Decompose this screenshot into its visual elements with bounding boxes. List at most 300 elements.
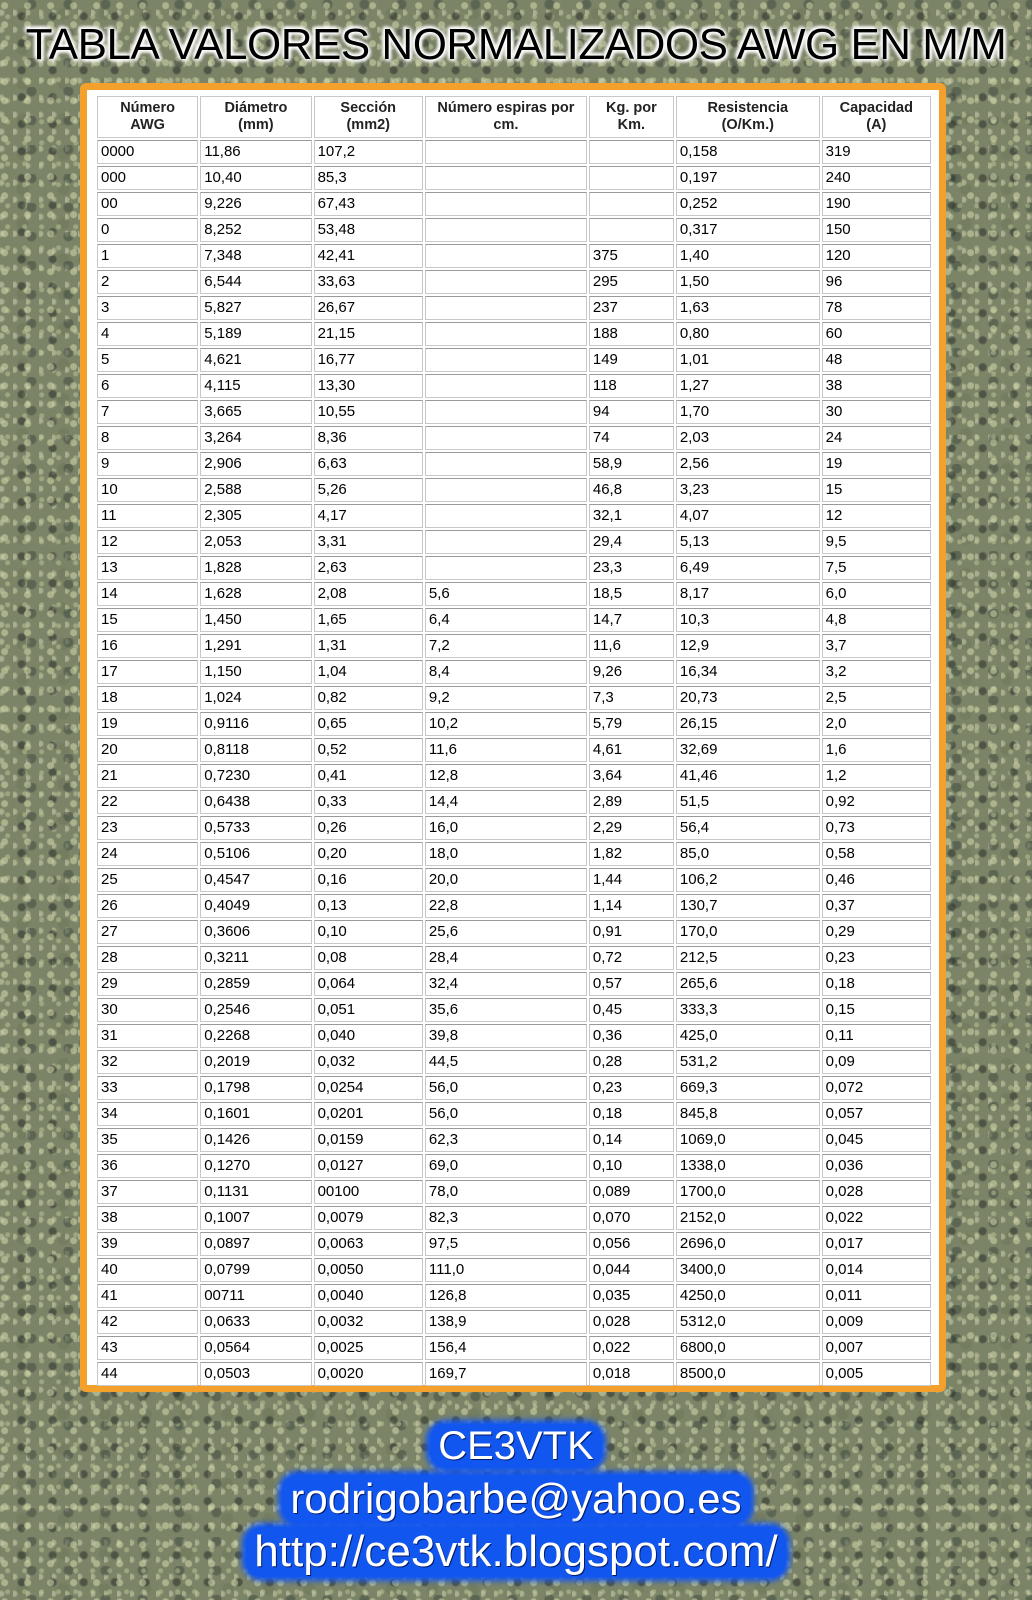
cell-section: 0,0201 (314, 1102, 423, 1126)
table-row (97, 1336, 931, 1360)
cell-section: 0,032 (314, 1050, 423, 1074)
cell-turns: 5,6 (425, 582, 587, 606)
cell-turns: 156,4 (425, 1336, 587, 1360)
callsign-label (0, 1424, 1032, 1468)
cell-diameter: 10,40 (200, 166, 311, 190)
cell-resistance: 6800,0 (676, 1336, 820, 1360)
table-row (97, 582, 931, 606)
cell-diameter: 0,2019 (200, 1050, 311, 1074)
cell-kg: 0,36 (589, 1024, 674, 1048)
cell-kg: 23,3 (589, 556, 674, 580)
cell-section: 0,0254 (314, 1076, 423, 1100)
cell-turns: 69,0 (425, 1154, 587, 1178)
cell-kg (589, 218, 674, 242)
cell-diameter: 1,150 (200, 660, 311, 684)
cell-awg: 11 (97, 504, 198, 528)
cell-resistance: 56,4 (676, 816, 820, 840)
cell-diameter: 4,115 (200, 374, 311, 398)
cell-turns: 39,8 (425, 1024, 587, 1048)
cell-resistance: 12,9 (676, 634, 820, 658)
cell-turns (425, 218, 587, 242)
cell-awg: 14 (97, 582, 198, 606)
cell-diameter: 0,8118 (200, 738, 311, 762)
cell-kg: 0,018 (589, 1362, 674, 1386)
table-row (97, 1284, 931, 1308)
cell-diameter: 0,4049 (200, 894, 311, 918)
table-row (97, 452, 931, 476)
cell-section: 67,43 (314, 192, 423, 216)
cell-capacity: 0,017 (822, 1232, 931, 1256)
cell-diameter: 0,1270 (200, 1154, 311, 1178)
email-link[interactable] (0, 1475, 1032, 1523)
table-row (97, 218, 931, 242)
cell-awg: 0000 (97, 140, 198, 164)
cell-awg: 12 (97, 530, 198, 554)
cell-diameter: 5,189 (200, 322, 311, 346)
cell-section: 0,0079 (314, 1206, 423, 1230)
cell-resistance: 8,17 (676, 582, 820, 606)
table-row (97, 504, 931, 528)
cell-section: 00100 (314, 1180, 423, 1204)
cell-kg: 0,72 (589, 946, 674, 970)
cell-diameter: 2,906 (200, 452, 311, 476)
cell-awg: 00 (97, 192, 198, 216)
table-row (97, 1050, 931, 1074)
cell-turns: 20,0 (425, 868, 587, 892)
header-resistance: Resistencia (O/Km.) (676, 96, 820, 138)
cell-kg: 0,056 (589, 1232, 674, 1256)
cell-capacity: 0,028 (822, 1180, 931, 1204)
table-row (97, 400, 931, 424)
cell-diameter: 0,1798 (200, 1076, 311, 1100)
cell-turns: 169,7 (425, 1362, 587, 1386)
table-row (97, 556, 931, 580)
cell-capacity: 0,58 (822, 842, 931, 866)
table-row (97, 738, 931, 762)
table-row (97, 244, 931, 268)
cell-capacity: 6,0 (822, 582, 931, 606)
table-body (97, 140, 931, 1386)
cell-section: 2,63 (314, 556, 423, 580)
table-row (97, 1206, 931, 1230)
table-row (97, 140, 931, 164)
cell-capacity: 0,005 (822, 1362, 931, 1386)
cell-resistance: 3400,0 (676, 1258, 820, 1282)
table-row (97, 322, 931, 346)
cell-section: 0,0159 (314, 1128, 423, 1152)
cell-section: 13,30 (314, 374, 423, 398)
cell-kg: 94 (589, 400, 674, 424)
cell-turns: 14,4 (425, 790, 587, 814)
cell-kg: 0,23 (589, 1076, 674, 1100)
cell-capacity: 190 (822, 192, 931, 216)
cell-resistance: 333,3 (676, 998, 820, 1022)
cell-resistance: 8500,0 (676, 1362, 820, 1386)
cell-resistance: 1,70 (676, 400, 820, 424)
cell-resistance: 2,03 (676, 426, 820, 450)
cell-turns: 22,8 (425, 894, 587, 918)
cell-section: 1,65 (314, 608, 423, 632)
table-row (97, 296, 931, 320)
cell-section: 0,0025 (314, 1336, 423, 1360)
cell-kg: 0,044 (589, 1258, 674, 1282)
cell-resistance: 1,01 (676, 348, 820, 372)
table-row (97, 946, 931, 970)
table-row (97, 842, 931, 866)
cell-awg: 22 (97, 790, 198, 814)
cell-resistance: 2696,0 (676, 1232, 820, 1256)
cell-capacity: 48 (822, 348, 931, 372)
cell-kg: 46,8 (589, 478, 674, 502)
cell-awg: 16 (97, 634, 198, 658)
cell-capacity: 7,5 (822, 556, 931, 580)
cell-turns (425, 244, 587, 268)
cell-kg: 1,14 (589, 894, 674, 918)
cell-diameter: 0,1007 (200, 1206, 311, 1230)
cell-section: 1,04 (314, 660, 423, 684)
cell-turns (425, 322, 587, 346)
cell-capacity: 15 (822, 478, 931, 502)
cell-resistance: 2152,0 (676, 1206, 820, 1230)
cell-awg: 8 (97, 426, 198, 450)
cell-turns (425, 452, 587, 476)
table-row (97, 374, 931, 398)
cell-turns: 28,4 (425, 946, 587, 970)
cell-section: 0,0050 (314, 1258, 423, 1282)
cell-kg: 0,18 (589, 1102, 674, 1126)
cell-section: 10,55 (314, 400, 423, 424)
cell-capacity: 0,23 (822, 946, 931, 970)
cell-capacity: 120 (822, 244, 931, 268)
cell-resistance: 2,56 (676, 452, 820, 476)
cell-section: 0,0127 (314, 1154, 423, 1178)
cell-resistance: 0,317 (676, 218, 820, 242)
cell-capacity: 0,29 (822, 920, 931, 944)
cell-turns (425, 530, 587, 554)
cell-diameter: 9,226 (200, 192, 311, 216)
table-row (97, 660, 931, 684)
cell-resistance: 4,07 (676, 504, 820, 528)
cell-diameter: 0,2859 (200, 972, 311, 996)
cell-capacity: 150 (822, 218, 931, 242)
cell-diameter: 0,9116 (200, 712, 311, 736)
cell-kg: 295 (589, 270, 674, 294)
cell-awg: 18 (97, 686, 198, 710)
cell-turns (425, 556, 587, 580)
cell-turns: 8,4 (425, 660, 587, 684)
cell-kg: 4,61 (589, 738, 674, 762)
cell-resistance: 106,2 (676, 868, 820, 892)
cell-kg: 0,022 (589, 1336, 674, 1360)
cell-kg: 14,7 (589, 608, 674, 632)
cell-resistance: 531,2 (676, 1050, 820, 1074)
cell-awg: 30 (97, 998, 198, 1022)
cell-resistance: 170,0 (676, 920, 820, 944)
cell-awg: 17 (97, 660, 198, 684)
cell-capacity: 96 (822, 270, 931, 294)
cell-capacity: 0,011 (822, 1284, 931, 1308)
cell-awg: 38 (97, 1206, 198, 1230)
cell-section: 6,63 (314, 452, 423, 476)
cell-kg (589, 192, 674, 216)
url-text[interactable]: http://ce3vtk.blogspot.com/ (246, 1527, 785, 1577)
cell-diameter: 6,544 (200, 270, 311, 294)
cell-section: 0,051 (314, 998, 423, 1022)
cell-kg: 3,64 (589, 764, 674, 788)
table-row (97, 530, 931, 554)
cell-diameter: 5,827 (200, 296, 311, 320)
cell-awg: 6 (97, 374, 198, 398)
cell-awg: 15 (97, 608, 198, 632)
blog-url-link[interactable] (0, 1527, 1032, 1577)
cell-turns: 62,3 (425, 1128, 587, 1152)
cell-awg: 000 (97, 166, 198, 190)
table-row (97, 478, 931, 502)
cell-turns: 82,3 (425, 1206, 587, 1230)
cell-diameter: 0,2546 (200, 998, 311, 1022)
cell-diameter: 1,024 (200, 686, 311, 710)
cell-resistance: 212,5 (676, 946, 820, 970)
cell-diameter: 2,588 (200, 478, 311, 502)
cell-resistance: 0,197 (676, 166, 820, 190)
cell-resistance: 1700,0 (676, 1180, 820, 1204)
cell-section: 21,15 (314, 322, 423, 346)
cell-awg: 21 (97, 764, 198, 788)
cell-turns: 97,5 (425, 1232, 587, 1256)
cell-capacity: 38 (822, 374, 931, 398)
table-row (97, 998, 931, 1022)
cell-capacity: 60 (822, 322, 931, 346)
cell-resistance: 1,63 (676, 296, 820, 320)
cell-section: 0,0020 (314, 1362, 423, 1386)
cell-awg: 23 (97, 816, 198, 840)
cell-diameter: 0,1426 (200, 1128, 311, 1152)
cell-section: 0,13 (314, 894, 423, 918)
cell-section: 2,08 (314, 582, 423, 606)
cell-kg: 5,79 (589, 712, 674, 736)
cell-kg: 7,3 (589, 686, 674, 710)
table-row (97, 1102, 931, 1126)
table-row (97, 426, 931, 450)
cell-resistance: 1,27 (676, 374, 820, 398)
cell-section: 0,10 (314, 920, 423, 944)
cell-section: 0,52 (314, 738, 423, 762)
cell-turns: 32,4 (425, 972, 587, 996)
cell-awg: 33 (97, 1076, 198, 1100)
cell-section: 0,0040 (314, 1284, 423, 1308)
cell-diameter: 0,3211 (200, 946, 311, 970)
page-title: TABLA VALORES NORMALIZADOS AWG EN M/M (25, 20, 1007, 69)
cell-diameter: 3,264 (200, 426, 311, 450)
cell-turns: 18,0 (425, 842, 587, 866)
email-text[interactable]: rodrigobarbe@yahoo.es (282, 1475, 749, 1523)
cell-capacity: 0,007 (822, 1336, 931, 1360)
cell-capacity: 0,18 (822, 972, 931, 996)
cell-turns: 7,2 (425, 634, 587, 658)
cell-capacity: 2,5 (822, 686, 931, 710)
cell-kg: 118 (589, 374, 674, 398)
table-row (97, 868, 931, 892)
cell-awg: 0 (97, 218, 198, 242)
table-row (97, 1076, 931, 1100)
cell-section: 107,2 (314, 140, 423, 164)
cell-awg: 2 (97, 270, 198, 294)
cell-diameter: 8,252 (200, 218, 311, 242)
cell-kg: 58,9 (589, 452, 674, 476)
cell-diameter: 0,5733 (200, 816, 311, 840)
cell-turns (425, 426, 587, 450)
cell-resistance: 41,46 (676, 764, 820, 788)
table-row (97, 270, 931, 294)
cell-awg: 28 (97, 946, 198, 970)
cell-kg (589, 140, 674, 164)
cell-capacity: 0,37 (822, 894, 931, 918)
cell-turns: 16,0 (425, 816, 587, 840)
cell-section: 0,0032 (314, 1310, 423, 1334)
cell-turns: 11,6 (425, 738, 587, 762)
cell-capacity: 0,022 (822, 1206, 931, 1230)
cell-capacity: 9,5 (822, 530, 931, 554)
table-sheet (87, 90, 939, 1385)
cell-diameter: 0,0564 (200, 1336, 311, 1360)
cell-kg: 1,82 (589, 842, 674, 866)
cell-resistance: 845,8 (676, 1102, 820, 1126)
cell-resistance: 0,158 (676, 140, 820, 164)
cell-diameter: 0,5106 (200, 842, 311, 866)
cell-kg: 2,89 (589, 790, 674, 814)
cell-awg: 24 (97, 842, 198, 866)
cell-kg: 74 (589, 426, 674, 450)
cell-capacity: 2,0 (822, 712, 931, 736)
cell-awg: 25 (97, 868, 198, 892)
cell-diameter: 0,6438 (200, 790, 311, 814)
cell-kg: 0,14 (589, 1128, 674, 1152)
cell-diameter: 0,0799 (200, 1258, 311, 1282)
table-row (97, 192, 931, 216)
cell-resistance: 669,3 (676, 1076, 820, 1100)
cell-awg: 26 (97, 894, 198, 918)
cell-kg: 0,035 (589, 1284, 674, 1308)
cell-section: 0,41 (314, 764, 423, 788)
cell-awg: 40 (97, 1258, 198, 1282)
cell-turns (425, 400, 587, 424)
cell-section: 0,040 (314, 1024, 423, 1048)
cell-kg: 0,070 (589, 1206, 674, 1230)
cell-resistance: 130,7 (676, 894, 820, 918)
cell-resistance: 1069,0 (676, 1128, 820, 1152)
cell-capacity: 0,11 (822, 1024, 931, 1048)
table-row (97, 920, 931, 944)
cell-awg: 19 (97, 712, 198, 736)
cell-section: 85,3 (314, 166, 423, 190)
cell-resistance: 0,80 (676, 322, 820, 346)
header-kg-per-km: Kg. por Km. (589, 96, 674, 138)
cell-capacity: 3,7 (822, 634, 931, 658)
cell-turns (425, 478, 587, 502)
cell-awg: 41 (97, 1284, 198, 1308)
header-turns-per-cm: Número espiras por cm. (425, 96, 587, 138)
table-row (97, 166, 931, 190)
cell-awg: 13 (97, 556, 198, 580)
cell-resistance: 20,73 (676, 686, 820, 710)
cell-section: 5,26 (314, 478, 423, 502)
cell-kg: 375 (589, 244, 674, 268)
awg-table (95, 94, 933, 1388)
cell-resistance: 32,69 (676, 738, 820, 762)
cell-diameter: 00711 (200, 1284, 311, 1308)
cell-capacity: 1,6 (822, 738, 931, 762)
cell-section: 1,31 (314, 634, 423, 658)
table-row (97, 1180, 931, 1204)
cell-section: 8,36 (314, 426, 423, 450)
cell-awg: 35 (97, 1128, 198, 1152)
cell-turns: 111,0 (425, 1258, 587, 1282)
cell-capacity: 0,92 (822, 790, 931, 814)
cell-resistance: 5312,0 (676, 1310, 820, 1334)
cell-turns: 9,2 (425, 686, 587, 710)
cell-turns: 56,0 (425, 1102, 587, 1126)
cell-resistance: 16,34 (676, 660, 820, 684)
cell-turns: 35,6 (425, 998, 587, 1022)
cell-turns: 126,8 (425, 1284, 587, 1308)
cell-diameter: 0,0503 (200, 1362, 311, 1386)
cell-resistance: 1,40 (676, 244, 820, 268)
cell-capacity: 78 (822, 296, 931, 320)
cell-turns (425, 374, 587, 398)
cell-turns (425, 296, 587, 320)
cell-kg: 0,28 (589, 1050, 674, 1074)
cell-diameter: 1,628 (200, 582, 311, 606)
cell-awg: 39 (97, 1232, 198, 1256)
cell-kg: 18,5 (589, 582, 674, 606)
cell-diameter: 0,0897 (200, 1232, 311, 1256)
cell-section: 0,20 (314, 842, 423, 866)
cell-diameter: 0,1131 (200, 1180, 311, 1204)
cell-capacity: 319 (822, 140, 931, 164)
header-section: Sección (mm2) (314, 96, 423, 138)
cell-kg (589, 166, 674, 190)
header-awg-number: Número AWG (97, 96, 198, 138)
cell-section: 0,0063 (314, 1232, 423, 1256)
cell-turns (425, 504, 587, 528)
cell-awg: 10 (97, 478, 198, 502)
table-row (97, 972, 931, 996)
cell-resistance: 5,13 (676, 530, 820, 554)
cell-resistance: 1338,0 (676, 1154, 820, 1178)
cell-turns: 138,9 (425, 1310, 587, 1334)
cell-awg: 3 (97, 296, 198, 320)
cell-capacity: 0,045 (822, 1128, 931, 1152)
cell-kg: 0,089 (589, 1180, 674, 1204)
cell-section: 33,63 (314, 270, 423, 294)
cell-resistance: 26,15 (676, 712, 820, 736)
cell-turns: 44,5 (425, 1050, 587, 1074)
cell-turns: 6,4 (425, 608, 587, 632)
cell-capacity: 3,2 (822, 660, 931, 684)
cell-awg: 32 (97, 1050, 198, 1074)
table-header-row (97, 96, 931, 138)
cell-diameter: 1,828 (200, 556, 311, 580)
cell-capacity: 0,46 (822, 868, 931, 892)
cell-diameter: 2,053 (200, 530, 311, 554)
table-row (97, 764, 931, 788)
table-row (97, 608, 931, 632)
cell-resistance: 51,5 (676, 790, 820, 814)
cell-resistance: 1,50 (676, 270, 820, 294)
cell-resistance: 3,23 (676, 478, 820, 502)
cell-capacity: 24 (822, 426, 931, 450)
header-capacity: Capacidad (A) (822, 96, 931, 138)
